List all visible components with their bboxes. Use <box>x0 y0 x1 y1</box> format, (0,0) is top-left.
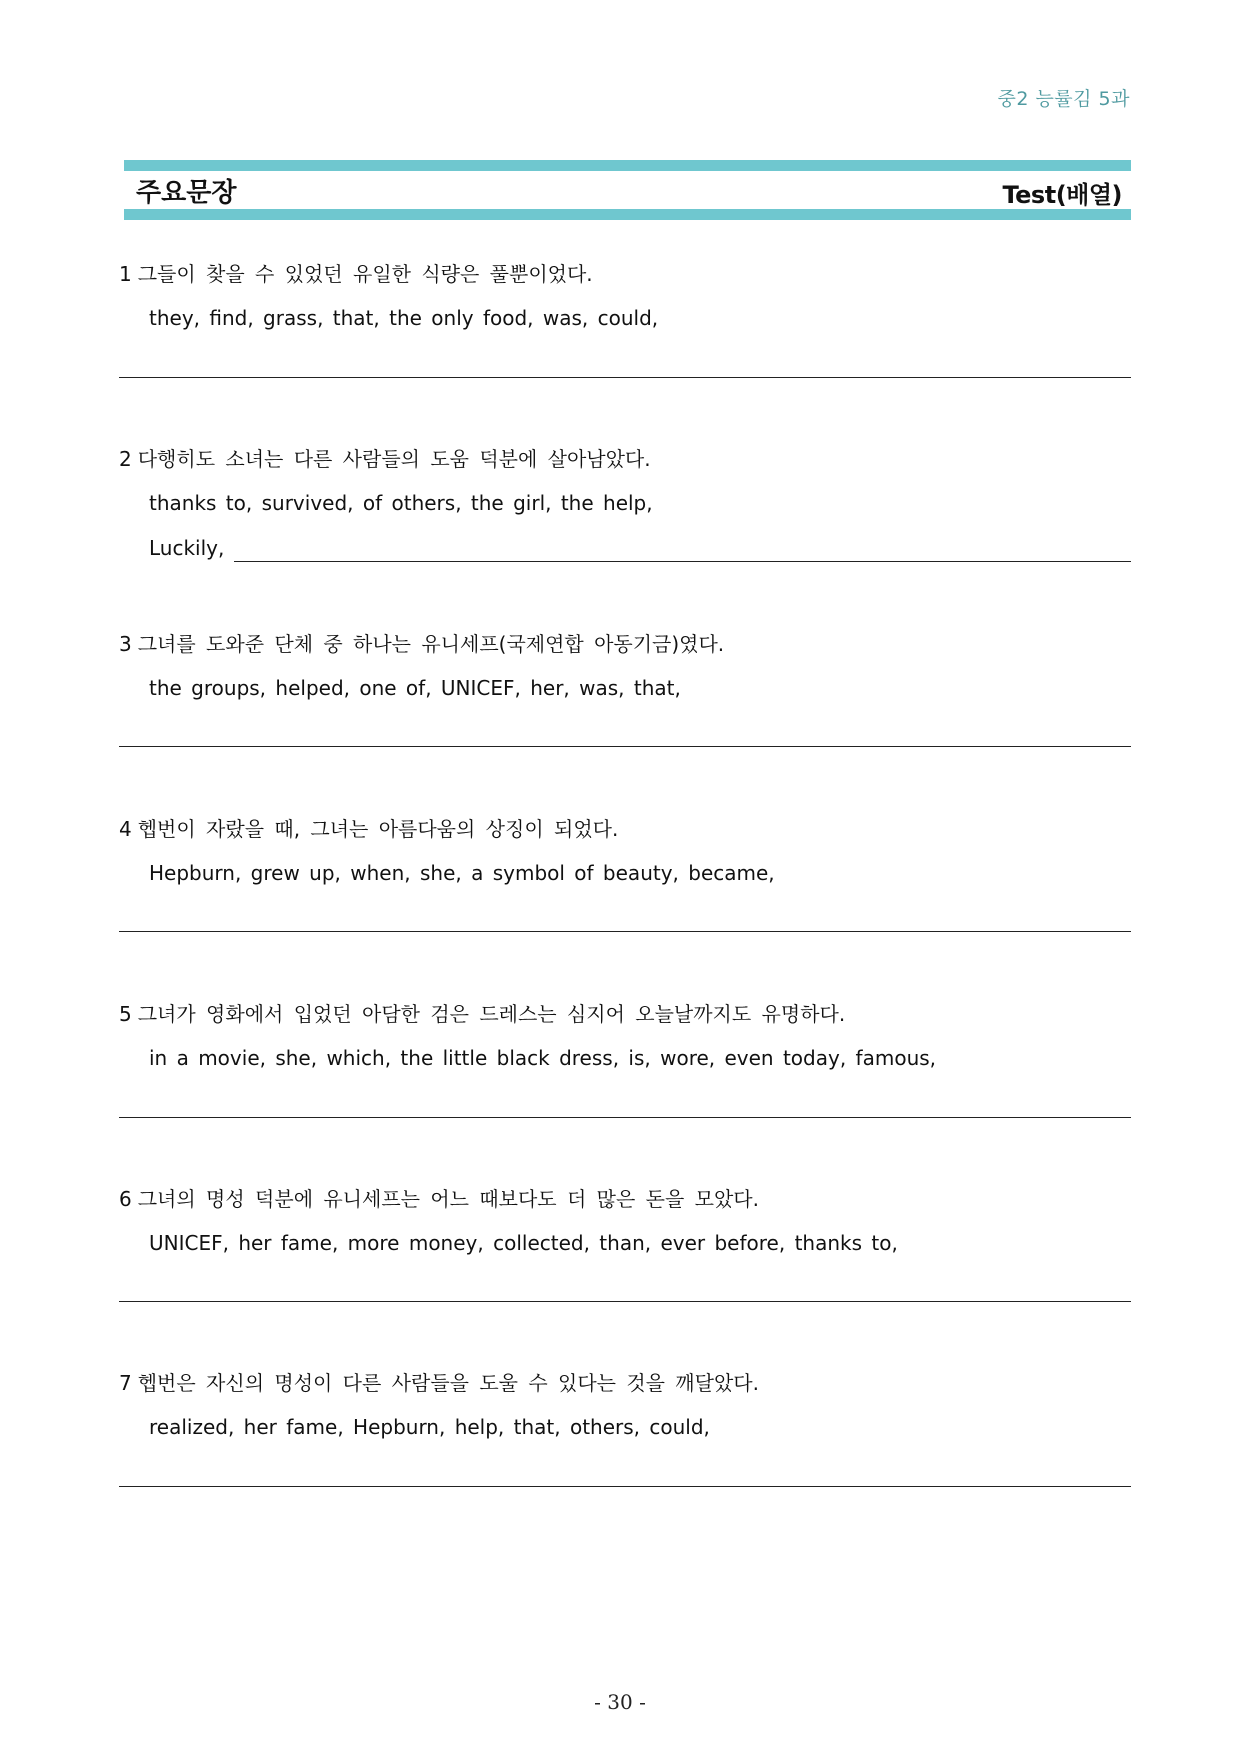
question-number: 4 <box>119 817 132 841</box>
question-number: 1 <box>119 262 132 286</box>
answer-line[interactable] <box>119 1117 1131 1118</box>
question-number: 5 <box>119 1002 132 1026</box>
title-bar-bottom-rule <box>124 209 1131 220</box>
answer-line[interactable] <box>119 746 1131 747</box>
page-number: - 30 - <box>594 1690 646 1714</box>
sentence-starter: Luckily, <box>149 536 225 560</box>
question-prompt <box>119 1367 759 1396</box>
answer-line[interactable] <box>119 931 1131 932</box>
question-number: 2 <box>119 447 132 471</box>
question-prompt <box>119 443 651 472</box>
korean-sentence: 다행히도 소녀는 다른 사람들의 도움 덕분에 살아남았다. <box>137 447 651 471</box>
question-prompt <box>119 998 845 1027</box>
answer-line[interactable] <box>119 1301 1131 1302</box>
korean-sentence: 그녀를 도와준 단체 중 하나는 유니세프(국제연합 아동기금)였다. <box>137 632 725 656</box>
question-number: 3 <box>119 632 132 656</box>
word-bank: Hepburn, grew up, when, she, a symbol of beauty, became, <box>149 861 775 885</box>
word-bank: in a movie, she, which, the little black dress, is, wore, even today, famous, <box>149 1046 937 1070</box>
word-bank: the groups, helped, one of, UNICEF, her, was, that, <box>149 676 681 700</box>
answer-line[interactable] <box>234 561 1131 562</box>
course-label: 중2 능률김 5과 <box>997 88 1130 110</box>
korean-sentence: 그들이 찾을 수 있었던 유일한 식량은 풀뿐이었다. <box>137 262 593 286</box>
korean-sentence: 헵번은 자신의 명성이 다른 사람들을 도울 수 있다는 것을 깨달았다. <box>137 1371 759 1395</box>
title-bar-top-rule <box>124 160 1131 171</box>
answer-line[interactable] <box>119 1486 1131 1487</box>
question-prompt <box>119 1183 759 1212</box>
section-title: 주요문장 <box>136 178 237 208</box>
korean-sentence: 그녀가 영화에서 입었던 아담한 검은 드레스는 심지어 오늘날까지도 유명하다. <box>137 1002 846 1026</box>
question-prompt <box>119 628 724 657</box>
test-type-label: Test(배열) <box>1002 181 1122 209</box>
korean-sentence: 그녀의 명성 덕분에 유니세프는 어느 때보다도 더 많은 돈을 모았다. <box>137 1187 759 1211</box>
word-bank: UNICEF, her fame, more money, collected, than, ever before, thanks to, <box>149 1231 898 1255</box>
question-number: 7 <box>119 1371 132 1395</box>
word-bank: thanks to, survived, of others, the girl, the help, <box>149 491 653 515</box>
question-prompt <box>119 258 593 287</box>
word-bank: realized, her fame, Hepburn, help, that, others, could, <box>149 1415 710 1439</box>
korean-sentence: 헵번이 자랐을 때, 그녀는 아름다움의 상징이 되었다. <box>137 817 619 841</box>
question-number: 6 <box>119 1187 132 1211</box>
answer-line[interactable] <box>119 377 1131 378</box>
question-prompt <box>119 813 618 842</box>
word-bank: they, find, grass, that, the only food, was, could, <box>149 306 659 330</box>
